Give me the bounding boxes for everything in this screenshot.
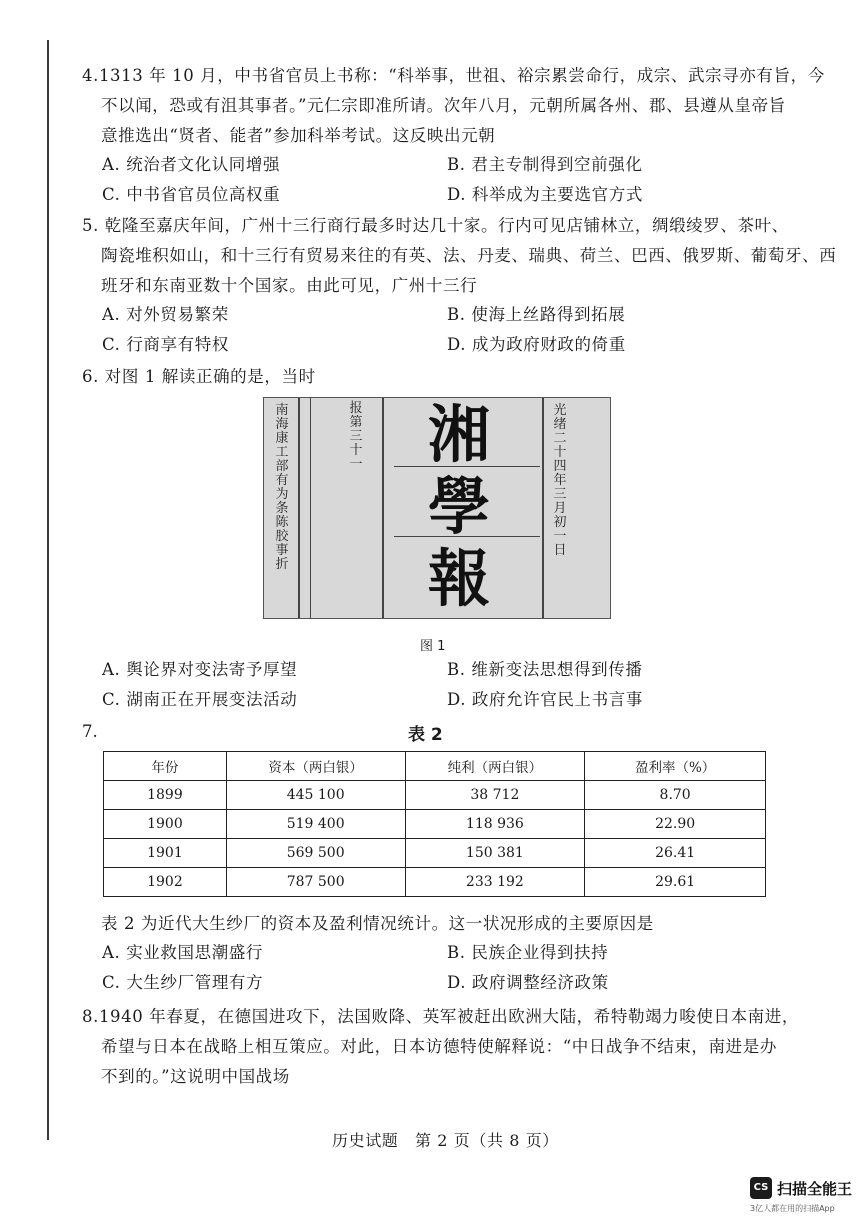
question-6-stem: 6. 对图 1 解读正确的是，当时: [82, 367, 316, 386]
scanner-watermark: [750, 1175, 860, 1219]
table-cell: 445 100: [226, 781, 405, 810]
watermark-name: 扫描全能王: [777, 1180, 853, 1198]
question-7-number: 7.: [82, 722, 98, 741]
table-header-row: [104, 752, 766, 781]
question-8-line: 8.1940 年春夏，在德国进攻下，法国败降、英军被赶出欧洲大陆，希特勒竭力唆使日本南进，: [82, 1007, 799, 1026]
binding-margin-line: [47, 40, 49, 1140]
table-cell: 38 712: [405, 781, 585, 810]
table-header: 盈利率（%）: [585, 752, 766, 781]
option-c: C. 湖南正在开展变法活动: [102, 690, 298, 709]
table-cell: 1902: [104, 868, 227, 897]
table-cell: 29.61: [585, 868, 766, 897]
question-7-options: [82, 939, 787, 999]
data-table: [103, 751, 766, 897]
figure-issue-column: 报 第 三 十 一: [349, 401, 363, 472]
table-cell: 118 936: [405, 810, 585, 839]
table-header: 年份: [104, 752, 227, 781]
table-cell: 233 192: [405, 868, 585, 897]
figure-title-char: 報: [427, 542, 490, 615]
option-d: D. 科举成为主要选官方式: [447, 185, 643, 204]
table-header: 资本（两白银）: [226, 752, 405, 781]
table-cell: 22.90: [585, 810, 766, 839]
table-cell: 519 400: [226, 810, 405, 839]
question-6-options: [82, 656, 787, 716]
figure-title-char: 湘: [427, 398, 490, 471]
table-header: 纯利（两白银）: [405, 752, 585, 781]
table-cell: 787 500: [226, 868, 405, 897]
question-4-line: 4.1313 年 10 月，中书省官员上书称：“科举事，世祖、裕宗累尝命行，成宗、武宗寻亦有旨，今: [82, 66, 825, 85]
question-4-line: 意推选出“贤者、能者”参加科举考试。这反映出元朝: [101, 126, 496, 145]
camscanner-logo-icon: CS: [750, 1177, 772, 1199]
table-row: [104, 781, 766, 810]
table-cell: 26.41: [585, 839, 766, 868]
figure-title-char: 學: [427, 470, 490, 543]
table-row: [104, 868, 766, 897]
question-7: [82, 909, 787, 999]
option-d: D. 政府调整经济政策: [447, 973, 609, 992]
newspaper-figure: [263, 397, 611, 619]
option-a: A. 对外贸易繁荣: [102, 305, 229, 324]
question-8-line: 不到的。”这说明中国战场: [101, 1067, 290, 1086]
question-5-line: 5. 乾隆至嘉庆年间，广州十三行商行最多时达几十家。行内可见店铺林立，绸缎绫罗、茶叶、: [82, 216, 789, 235]
watermark-subtitle: 3亿人都在用的扫描App: [750, 1204, 835, 1213]
table-cell: 1899: [104, 781, 227, 810]
table-row: [104, 839, 766, 868]
question-7-stem: 表 2 为近代大生纱厂的资本及盈利情况统计。这一状况形成的主要原因是: [101, 914, 654, 933]
question-6: [82, 362, 787, 392]
option-b: B. 维新变法思想得到传播: [447, 660, 643, 679]
option-c: C. 行商享有特权: [102, 335, 229, 354]
option-a: A. 统治者文化认同增强: [102, 155, 281, 174]
option-c: C. 大生纱厂管理有方: [102, 973, 264, 992]
option-b: B. 民族企业得到扶持: [447, 943, 609, 962]
option-c: C. 中书省官员位高权重: [102, 185, 281, 204]
question-4-options: [82, 151, 787, 211]
option-b: B. 君主专制得到空前强化: [447, 155, 643, 174]
table-row: [104, 810, 766, 839]
option-a: A. 舆论界对变法寄予厚望: [102, 660, 298, 679]
table-cell: 8.70: [585, 781, 766, 810]
table-title: 表 2: [408, 725, 443, 745]
question-6-options-block: [82, 656, 787, 716]
question-5-line: 班牙和东南亚数十个国家。由此可见，广州十三行: [101, 276, 478, 295]
question-4: [82, 61, 825, 211]
figure-title: [384, 398, 534, 618]
option-d: D. 成为政府财政的倚重: [447, 335, 626, 354]
option-d: D. 政府允许官民上书言事: [447, 690, 643, 709]
question-8-line: 希望与日本在战略上相互策应。对此，日本访德特使解释说：“中日战争不结束，南进是办: [101, 1037, 777, 1056]
figure-caption: 图 1: [420, 639, 446, 654]
option-b: B. 使海上丝路得到拓展: [447, 305, 626, 324]
question-8: [82, 1002, 799, 1092]
question-5-line: 陶瓷堆积如山，和十三行有贸易来往的有英、法、丹麦、瑞典、荷兰、巴西、俄罗斯、葡萄牙、西: [101, 246, 837, 265]
figure-date-column: 光 绪 二 十 四 年 三 月 初 一 日: [553, 403, 567, 558]
table-cell: 150 381: [405, 839, 585, 868]
page-footer: 历史试题 第 2 页（共 8 页）: [332, 1131, 559, 1150]
figure-left-column: 南 海 康 工 部 有 为 条 陈 胶 事 折: [275, 403, 289, 572]
option-a: A. 实业救国思潮盛行: [102, 943, 264, 962]
question-5: [82, 211, 837, 361]
table-cell: 1901: [104, 839, 227, 868]
question-5-options: [82, 301, 787, 361]
table-cell: 569 500: [226, 839, 405, 868]
table-cell: 1900: [104, 810, 227, 839]
question-4-line: 不以闻，恐或有沮其事者。”元仁宗即准所请。次年八月，元朝所属各州、郡、县遵从皇帝旨: [101, 96, 786, 115]
